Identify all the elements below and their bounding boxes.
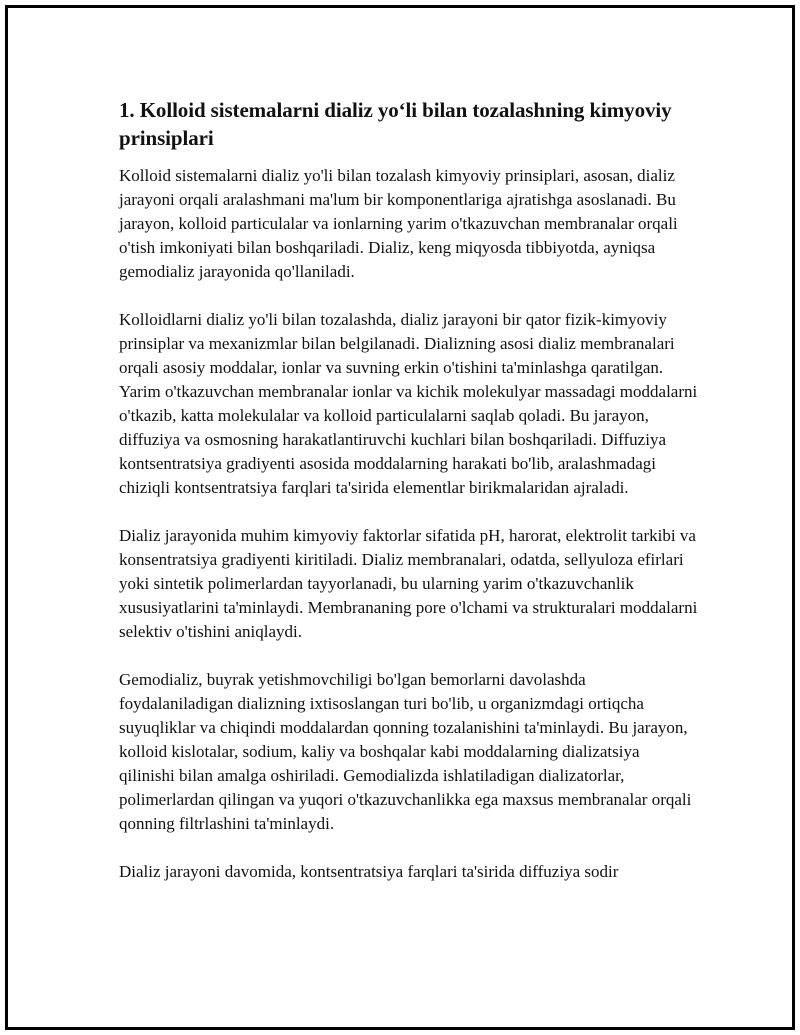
section-heading: 1. Kolloid sistemalarni dializ yo‘li bilan tozalashning kimyoviy prinsiplari bbox=[119, 98, 672, 150]
document-page bbox=[5, 5, 795, 1030]
document-content bbox=[119, 96, 699, 908]
paragraph-5: Dializ jarayoni davomida, kontsentratsiya farqlari ta'sirida diffuziya sodir bbox=[119, 862, 619, 881]
paragraph-2: Kolloidlarni dializ yo'li bilan tozalashda, dializ jarayoni bir qator fizik-kimyoviy prinsiplar va mexanizmlar bilan belgilanadi. Dializning asosi dializ membranalari orqali asosiy moddalar, ionlar va suvning erkin o'tishini ta'minlashga qaratilgan. Yarim o'tkazuvchan membranalar ionlar va kichik molekulyar massadagi moddalarni o'tkazib, katta molekulalar va kolloid particulalarni saqlab qoladi. Bu jarayon, diffuziya va osmosning harakatlantiruvchi kuchlari bilan boshqariladi. Diffuziya kontsentratsiya gradiyenti asosida moddalarning harakati bo'lib, aralashmadagi chiziqli kontsentratsiya farqlari ta'sirida elementlar birikmalaridan ajraladi. bbox=[119, 310, 698, 497]
paragraph-4: Gemodializ, buyrak yetishmovchiligi bo'lgan bemorlarni davolashda foydalaniladigan dializning ixtisoslangan turi bo'lib, u organizmdagi ortiqcha suyuqliklar va chiqindi moddalardan qonning tozalanishini ta'minlaydi. Bu jarayon, kolloid kislotalar, sodium, kaliy va boshqalar kabi moddalarning dializatsiya qilinishi bilan amalga oshiriladi. Gemodializda ishlatiladigan dializatorlar, polimerlardan qilingan va yuqori o'tkazuvchanlikka ega maxsus membranalar orqali qonning filtrlashini ta'minlaydi. bbox=[119, 670, 692, 833]
paragraph-1: Kolloid sistemalarni dializ yo'li bilan tozalash kimyoviy prinsiplari, asosan, dializ jarayoni orqali aralashmani ma'lum bir komponentlariga ajratishga asoslanadi. Bu jarayon, kolloid particulalar va ionlarning yarim o'tkazuvchan membranalar orqali o'tish imkoniyati bilan boshqariladi. Dializ, keng miqyosda tibbiyotda, ayniqsa gemodializ jarayonida qo'llaniladi. bbox=[119, 166, 678, 281]
paragraph-3: Dializ jarayonida muhim kimyoviy faktorlar sifatida pH, harorat, elektrolit tarkibi va konsentratsiya gradiyenti kiritiladi. Dializ membranalari, odatda, sellyuloza efirlari yoki sintetik polimerlardan tayyorlanadi, bu ularning yarim o'tkazuvchanlik xususiyatlarini ta'minlaydi. Membrananing pore o'lchami va strukturalari moddalarni selektiv o'tishini aniqlaydi. bbox=[119, 526, 698, 641]
